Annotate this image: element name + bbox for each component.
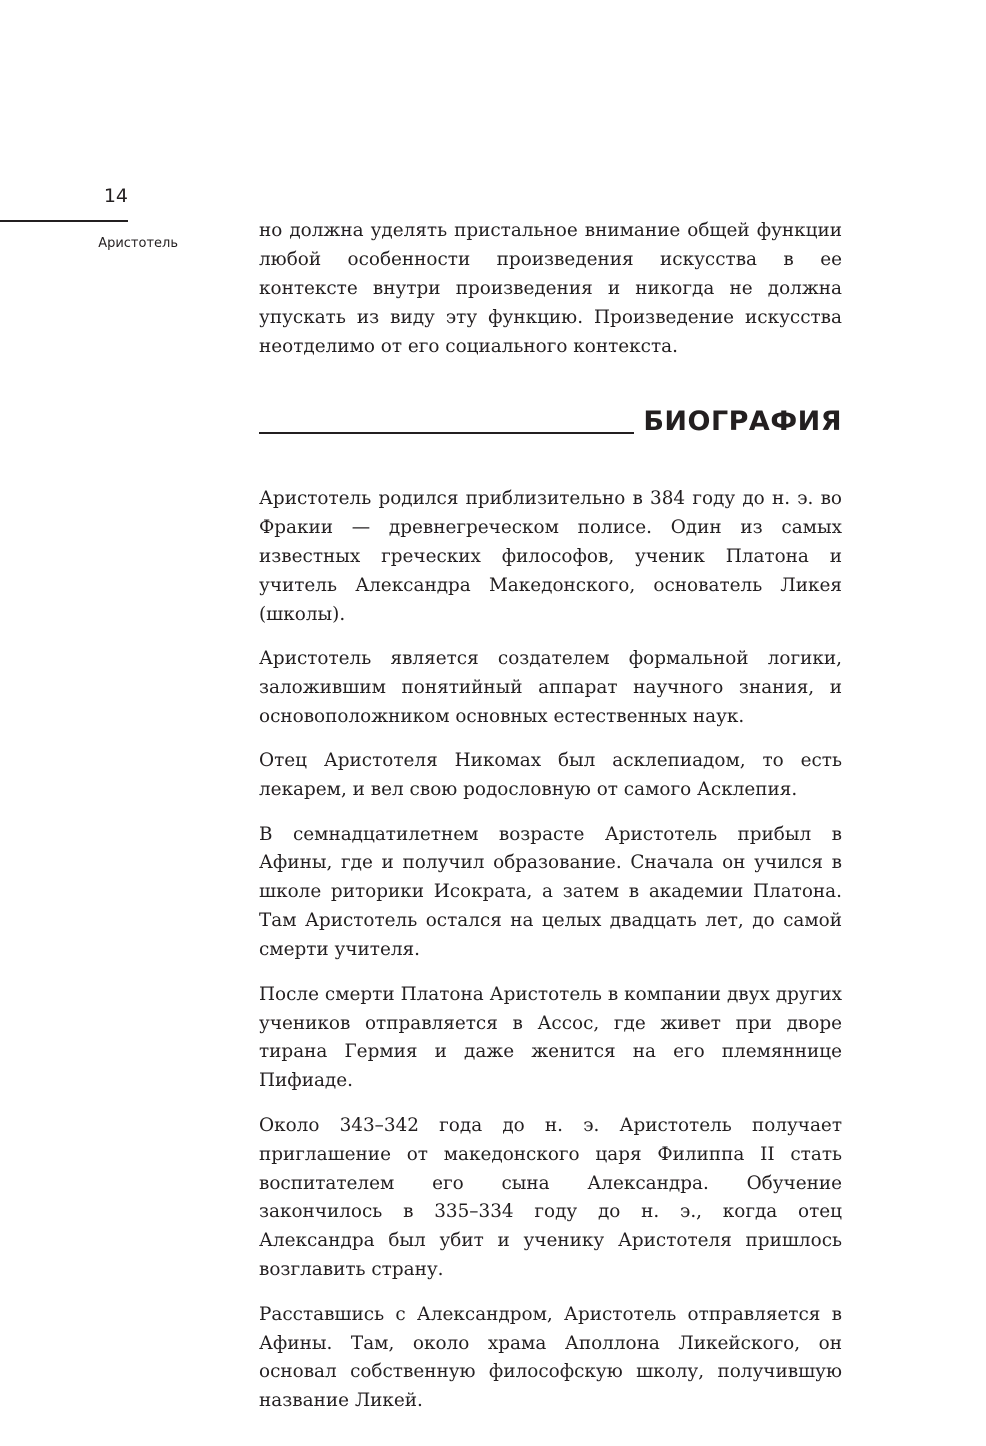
continuation-paragraph: но должна уделять пристальное внимание общей функции любой особенности произведения искусства в ее контексте внутри произведения и никогда не должна упускать из виду эту функцию. Произведение искусства неотделимо от его социального контекста.	[259, 220, 842, 357]
page-number-rule	[0, 220, 128, 222]
biography-paragraph: Отец Аристотеля Никомах был асклепиадом, то есть лекарем, и вел свою родословную от самого Асклепия.	[259, 750, 842, 801]
biography-paragraph: Аристотель является создателем формальной логики, заложившим понятийный аппарат научного знания, и основоположником основных естественных наук.	[259, 648, 842, 727]
biography-paragraph: В семнадцатилетнем возрасте Аристотель прибыл в Афины, где и получил образование. Сначала он учился в школе риторики Исократа, а затем в академии Платона. Там Аристотель остался на целых двадцать лет, до самой смерти учителя.	[259, 823, 842, 961]
page-number: 14	[103, 185, 128, 207]
biography-paragraph: Аристотель родился приблизительно в 384 году до н. э. во Фракии — древнегреческом полисе. Один из самых известных греческих философов, ученик Платона и учитель Александра Македонского, основатель Ликея (школы).	[259, 488, 842, 625]
continuation-text	[259, 217, 842, 362]
section-title: БИОГРАФИЯ	[643, 406, 842, 437]
biography-text	[259, 485, 842, 1416]
biography-paragraph: Расставшись с Александром, Аристотель отправляется в Афины. Там, около храма Аполлона Ликейского, он основал собственную философскую школу, получившую название Ликей.	[259, 1303, 842, 1412]
section-heading	[259, 400, 842, 444]
running-head: Аристотель	[98, 236, 178, 251]
biography-paragraph: После смерти Платона Аристотель в компании двух других учеников отправляется в Ассос, где живет при дворе тирана Гермия и даже женится на его племяннице Пифиаде.	[259, 983, 842, 1092]
biography-paragraph: Около 343–342 года до н. э. Аристотель получает приглашение от македонского царя Филиппа II стать воспитателем его сына Александра. Обучение закончилось в 335–334 году до н. э., когда отец Александра был убит и ученику Аристотеля пришлось возглавить страну.	[259, 1114, 842, 1281]
heading-rule	[259, 432, 634, 434]
